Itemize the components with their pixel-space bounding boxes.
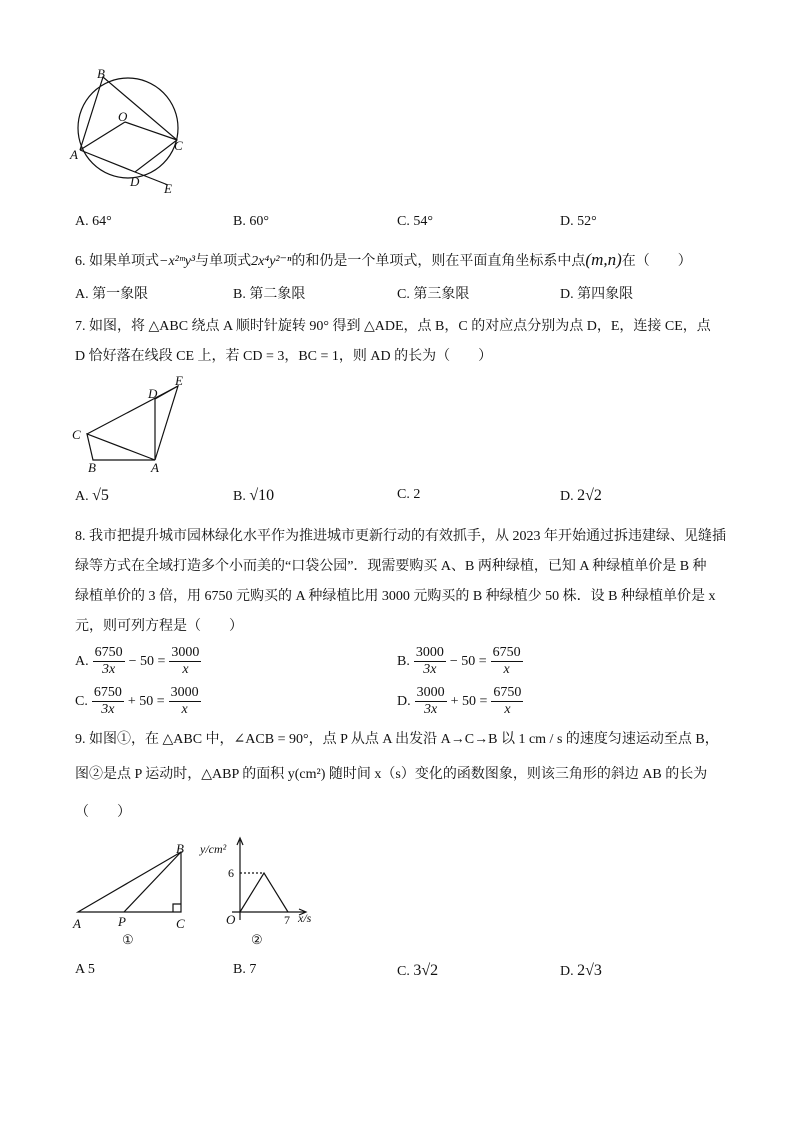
q9-line-3: （ ）: [75, 805, 131, 820]
q7-option-a[interactable]: [75, 488, 109, 504]
denominator: 3x: [424, 702, 438, 718]
denominator: 3x: [101, 702, 115, 718]
q6-option-d[interactable]: D. 第四象限: [560, 287, 634, 302]
numerator: 3000: [169, 645, 201, 662]
option-value: 2√3: [577, 962, 602, 979]
denominator: x: [504, 702, 511, 718]
q8-line-4: 元，则可列方程是（ ）: [75, 619, 243, 634]
denominator: x: [182, 662, 189, 678]
option-value: √5: [92, 487, 109, 504]
option-value: 3√2: [413, 962, 439, 979]
label-d: D: [130, 174, 140, 189]
q8-option-c[interactable]: [75, 685, 201, 718]
q8-option-d[interactable]: [397, 685, 523, 718]
fraction: [491, 645, 523, 678]
label-c: C: [72, 427, 81, 442]
q9-option-b[interactable]: B. 7: [233, 962, 257, 977]
q9-option-c[interactable]: [397, 963, 438, 979]
label-c: C: [174, 138, 183, 153]
fraction: [415, 685, 447, 718]
x-axis-label: x/s: [298, 911, 312, 925]
q9-figure-1: [78, 852, 181, 912]
q5-circle-figure: [78, 77, 178, 185]
q9-option-a[interactable]: A 5: [75, 962, 95, 977]
y-tick-6: 6: [228, 866, 234, 880]
label-e: E: [175, 373, 183, 388]
figure-1-label: ①: [122, 932, 134, 947]
q9-figure-2-graph: [232, 838, 306, 920]
q6-question: [75, 251, 692, 269]
option-label: A.: [75, 489, 89, 504]
numerator: 6750: [491, 685, 523, 702]
q6-option-b[interactable]: B. 第二象限: [233, 287, 306, 302]
numerator: 6750: [93, 645, 125, 662]
operator: + 50 =: [127, 693, 165, 709]
q6-text: 6. 如果单项式: [75, 254, 159, 269]
q9-option-d[interactable]: [560, 963, 602, 979]
q7-option-d[interactable]: [560, 488, 602, 504]
x-tick-7: 7: [284, 913, 290, 927]
operator: − 50 =: [128, 653, 166, 669]
q6-point: (m,n): [585, 250, 622, 269]
label-c: C: [176, 916, 185, 931]
option-value: √10: [249, 487, 275, 504]
q8-option-a[interactable]: [75, 645, 201, 678]
label-b: B: [97, 66, 105, 81]
q8-line-1: 8. 我市把提升城市园林绿化水平作为推进城市更新行动的有效抓手，从 2023 年开始通过拆违建绿、见缝插: [75, 529, 726, 544]
option-label: B.: [397, 653, 410, 669]
label-e: E: [164, 181, 172, 196]
q6-option-a[interactable]: A. 第一象限: [75, 287, 149, 302]
q9-line-2: 图②是点 P 运动时，△ABP 的面积 y(cm²) 随时间 x（s）变化的函数图象，则该三角形的斜边 AB 的长为: [75, 767, 708, 782]
option-label: A.: [75, 653, 89, 669]
q6-option-c[interactable]: C. 第三象限: [397, 287, 470, 302]
option-label: C.: [75, 693, 88, 709]
q7-line-2: D 恰好落在线段 CE 上，若 CD = 3，BC = 1，则 AD 的长为（ ）: [75, 349, 493, 364]
option-label: D.: [397, 693, 411, 709]
denominator: x: [503, 662, 510, 678]
q6-expr1: −x²ᵐy³: [159, 254, 196, 269]
q7-line-1: 7. 如图，将 △ABC 绕点 A 顺时针旋转 90° 得到 △ADE，点 B，C 的对应点分别为点 D，E，连接 CE，点: [75, 319, 711, 334]
fraction: [93, 645, 125, 678]
fraction: [169, 645, 201, 678]
option-label: D.: [560, 964, 574, 979]
q5-option-c[interactable]: C. 54°: [397, 214, 433, 229]
q7-option-c[interactable]: C. 2: [397, 487, 421, 502]
fraction: [169, 685, 201, 718]
numerator: 3000: [415, 685, 447, 702]
label-a: A: [70, 147, 78, 162]
label-p: P: [118, 914, 126, 929]
y-axis-label: y/cm²: [200, 842, 227, 856]
q5-option-d[interactable]: D. 52°: [560, 214, 597, 229]
operator: − 50 =: [449, 653, 487, 669]
q9-line-1: 9. 如图①，在 △ABC 中，∠ACB = 90°，点 P 从点 A 出发沿 A→C→B 以 1 cm / s 的速度匀速运动至点 B，: [75, 732, 719, 747]
q5-option-a[interactable]: A. 64°: [75, 214, 112, 229]
q5-option-b[interactable]: B. 60°: [233, 214, 269, 229]
q6-text: 的和仍是一个单项式，则在平面直角坐标系中点: [291, 254, 586, 269]
denominator: x: [181, 702, 188, 718]
label-a: A: [73, 916, 81, 931]
q6-expr2: 2x⁴y²⁻ⁿ: [251, 254, 292, 269]
option-label: B.: [233, 489, 246, 504]
q6-text: 与单项式: [195, 254, 252, 269]
label-b: B: [176, 841, 184, 856]
fraction: [414, 645, 446, 678]
numerator: 3000: [169, 685, 201, 702]
numerator: 6750: [491, 645, 523, 662]
label-a: A: [151, 460, 159, 475]
option-value: 2√2: [577, 487, 602, 504]
denominator: 3x: [423, 662, 437, 678]
denominator: 3x: [102, 662, 116, 678]
origin-label: O: [226, 912, 236, 927]
figure-2-label: ②: [251, 932, 263, 947]
label-d: D: [148, 386, 158, 401]
q6-text: 在（ ）: [621, 254, 692, 269]
q8-line-2: 绿等方式在全域打造多个小而美的“口袋公园”．现需要购买 A、B 两种绿植，已知 A 种绿植单价是 B 种: [75, 559, 707, 574]
label-o: O: [118, 109, 128, 124]
q8-option-b[interactable]: [397, 645, 523, 678]
fraction: [491, 685, 523, 718]
fraction: [92, 685, 124, 718]
q7-option-b[interactable]: [233, 488, 274, 504]
numerator: 3000: [414, 645, 446, 662]
numerator: 6750: [92, 685, 124, 702]
q7-triangle-figure: [87, 386, 178, 460]
q8-line-3: 绿植单价的 3 倍，用 6750 元购买的 A 种绿植比用 3000 元购买的 B 种绿植少 50 株．设 B 种绿植单价是 x: [75, 589, 716, 604]
label-b: B: [88, 460, 96, 475]
option-label: C.: [397, 964, 410, 979]
option-label: D.: [560, 489, 574, 504]
operator: + 50 =: [450, 693, 488, 709]
